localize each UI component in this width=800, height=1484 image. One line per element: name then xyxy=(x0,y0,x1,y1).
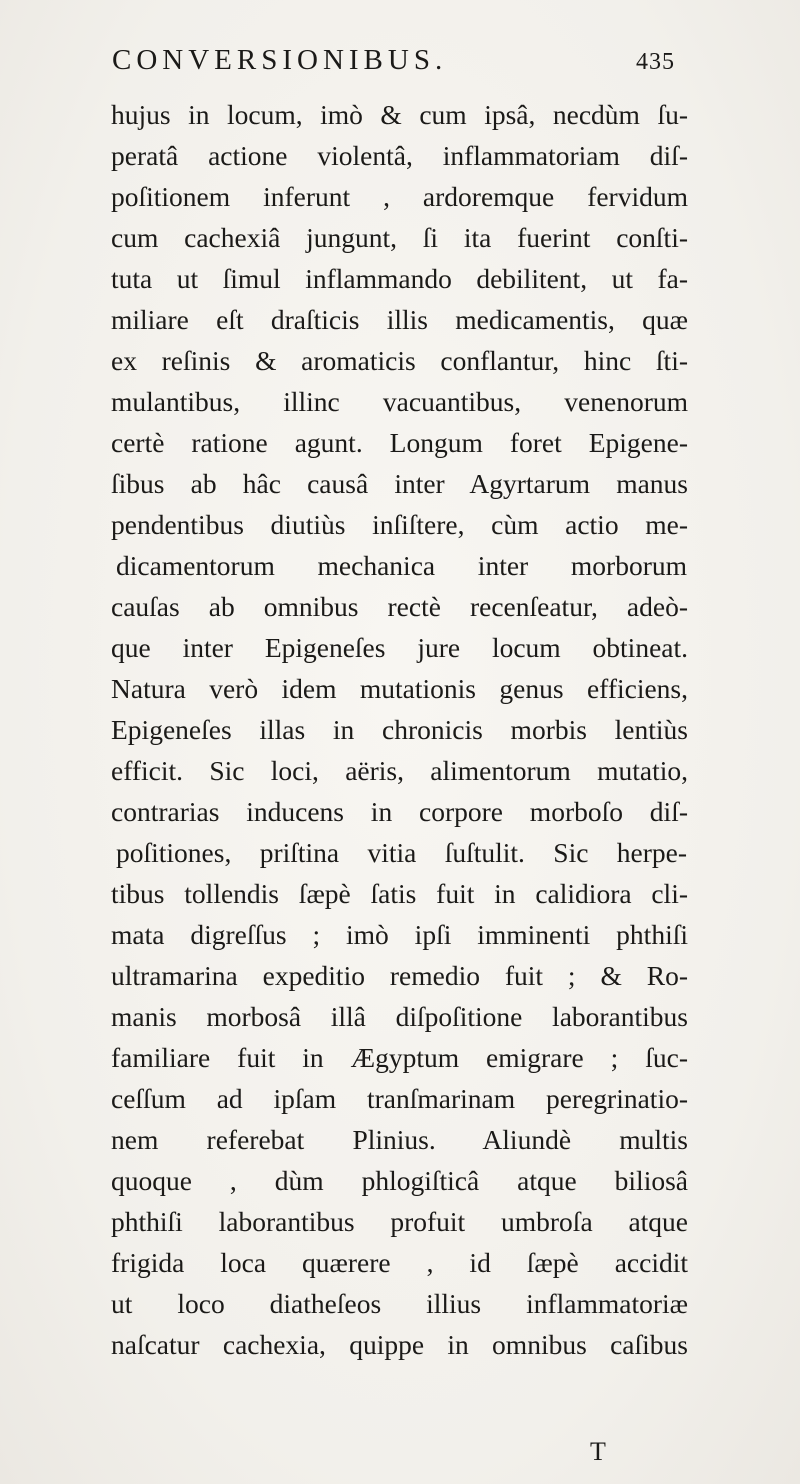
running-head: CONVERSIONIBUS. xyxy=(112,44,448,76)
text-line: mata digreſſus ; imò ipſi imminenti phthiſi xyxy=(111,919,688,950)
text-line: certè ratione agunt. Longum foret Epigene- xyxy=(111,427,688,458)
text-line: cauſas ab omnibus rectè recenſeatur, adeò- xyxy=(111,591,688,622)
text-line: Epigeneſes illas in chronicis morbis lentiùs xyxy=(111,714,688,745)
text-line: frigida loca quærere , id ſæpè accidit xyxy=(111,1247,688,1278)
text-line: pendentibus diutiùs inſiſtere, cùm actio me- xyxy=(111,509,688,540)
text-line: manis morbosâ illâ diſpoſitione laborantibus xyxy=(111,1001,688,1032)
text-line: poſitionem inferunt , ardoremque fervidum xyxy=(111,181,688,212)
text-line: dicamentorum mechanica inter morborum xyxy=(116,550,687,581)
text-line: que inter Epigeneſes jure locum obtineat. xyxy=(111,632,688,663)
text-line: poſitiones, priſtina vitia ſuſtulit. Sic herpe- xyxy=(116,837,687,868)
text-line: familiare fuit in Ægyptum emigrare ; ſuc- xyxy=(111,1042,688,1073)
text-line: mulantibus, illinc vacuantibus, venenorum xyxy=(111,386,688,417)
text-line: tuta ut ſimul inflammando debilitent, ut fa- xyxy=(111,263,688,294)
text-line: phthiſi laborantibus profuit umbroſa atque xyxy=(111,1206,688,1237)
text-line: ceſſum ad ipſam tranſmarinam peregrinatio- xyxy=(111,1083,688,1114)
text-line: miliare eſt draſticis illis medicamentis, quæ xyxy=(111,304,688,335)
text-line: hujus in locum, imò & cum ipsâ, necdùm ſu- xyxy=(111,99,688,130)
text-line: efficit. Sic loci, aëris, alimentorum mutatio, xyxy=(111,755,688,786)
text-line: ut loco diatheſeos illius inflammatoriæ xyxy=(111,1288,688,1319)
text-line: peratâ actione violentâ, inflammatoriam diſ- xyxy=(111,140,688,171)
text-line: tibus tollendis ſæpè ſatis fuit in calidiora cli- xyxy=(111,878,688,909)
page-number: 435 xyxy=(636,49,675,75)
text-line: ex reſinis & aromaticis conflantur, hinc ſti- xyxy=(111,345,688,376)
text-line: cum cachexiâ jungunt, ſi ita fuerint conſti- xyxy=(111,222,688,253)
catchword: T xyxy=(590,1437,606,1466)
text-line: Natura verò idem mutationis genus efficiens, xyxy=(111,673,688,704)
text-line: quoque , dùm phlogiſticâ atque biliosâ xyxy=(111,1165,688,1196)
text-line: ultramarina expeditio remedio fuit ; & Ro- xyxy=(111,960,688,991)
text-line: nem referebat Plinius. Aliundè multis xyxy=(111,1124,688,1155)
text-line: ſibus ab hâc causâ inter Agyrtarum manus xyxy=(111,468,688,499)
text-line: naſcatur cachexia, quippe in omnibus caſibus xyxy=(111,1329,688,1360)
text-line: contrarias inducens in corpore morboſo diſ- xyxy=(111,796,688,827)
